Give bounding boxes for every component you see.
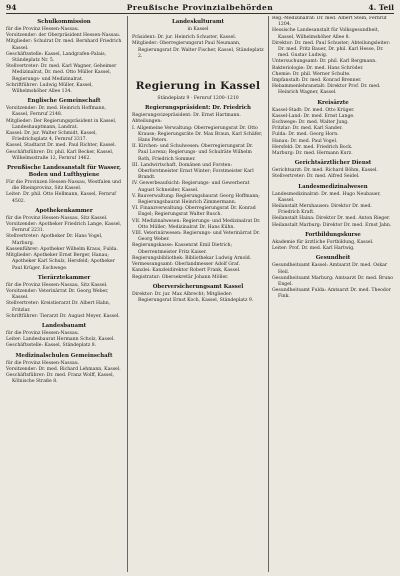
entry-block [272, 16, 394, 97]
entry-block [272, 100, 394, 158]
entry-line: Vorsitzender: Apotheker Friedrich Lange, Kassel, Fernruf 2231. [6, 222, 122, 234]
entry-line: I. Allgemeine Verwaltung: Oberregierungsrat Dr. Otto Krause; Regierungsräte Dr. Max Braun, Karl Schäfer, Hans Peters. [132, 125, 263, 144]
entry-line: Heilanstalt Merxhausen: Direktor Dr. med. Friedrich Kraft. [272, 204, 372, 216]
entry-line: Fulda: Dr. med. Georg Horn. [272, 132, 339, 138]
section-heading: Preußische Landesanstalt für Wasser, Boden und Lufthygiene [6, 165, 122, 179]
entry-line: VIII. Veterinärwesen: Regierungs- und Veterinärrat Dr. Georg Weber. [132, 231, 260, 243]
section-heading: Landeskulturamt [171, 19, 225, 25]
entry-line: Für die Provinzen Hessen-Nassau, Westfalen und die Rheinprovinz, Sitz Kassel. [6, 180, 121, 192]
running-header [6, 3, 394, 14]
section-heading: Oberversicherungsamt Kassel [152, 283, 244, 290]
entry-line: Mitglieder: Oberregierungsrat Paul Neumann, Regierungsrat Dr. Walter Fischer, Kassel, Ständeplatz 2. [132, 41, 264, 59]
entry-line: Geschäftsführer: Dr. phil. Karl Becker, Kassel, Wilhelmsstraße 12, Fernruf 1462. [6, 149, 114, 161]
entry-line: Regierungsbibliothek: Bibliothekar Ludwig Arnold. [132, 255, 252, 261]
entry-line: Impfanstalt: Dr. med. Konrad Brenner. [272, 78, 362, 84]
section-heading: Gesundheit [315, 255, 351, 262]
entry-line: Geschäftsstelle: Kassel, Ständeplatz 8. [6, 343, 97, 349]
entry-line: III. Landwirtschaft, Domänen und Forsten: Oberforstmeister Ernst Winter; Forstmeister Karl Brandt. [132, 162, 254, 181]
column-left [6, 16, 122, 572]
entry-line: Direktor: Dr. med. Paul Schuster; Abteilungsleiter: Dr. med. Fritz Bauer, Dr. phil. Karl Hesse, Dr. med. Gustav Ludwig. [272, 40, 391, 59]
entry-line: Direktor: Dr. jur. Max Albrecht; Mitglieder: Regierungsrat Ernst Koch, Kassel, Ständeplatz 9. [132, 291, 254, 303]
entry-line: Geschäftsführer: Dr. med. Franz Wolff, Kassel, Kölnische Straße 8. [6, 372, 115, 385]
entry-line: Kassenführer: Apotheker Wilhelm Kraus, Fulda. [6, 246, 118, 252]
entry-line: Untersuchungsamt: Dr. phil. Karl Bergmann. [272, 59, 377, 65]
entry-line: Vorsitzender: der Oberpräsident Hessen-Nassau. [6, 33, 121, 39]
entry-block [6, 19, 122, 95]
entry-line: Vorsitzender: Dr. med. Heinrich Hoffmann, Kassel, Fernruf 2148. [6, 106, 107, 118]
entry-line: Reg.-Medizinalrat: Dr. med. Albert Stein, Fernruf 1204. [272, 16, 387, 28]
entry-line: Eschwege: Dr. med. Walter Jung. [272, 120, 349, 126]
entry-line: Leiter: Prof. Dr. med. Karl Hartwig. [272, 246, 355, 252]
entry-block [272, 160, 394, 180]
entry-block [6, 165, 122, 205]
entry-line: Heilanstalt Marburg: Direktor Dr. med. Ernst Jahn. [272, 222, 392, 228]
entry-line: Gesundheitsamt Kassel: Amtsarzt Dr. med. Oskar Heil. [272, 263, 388, 275]
entry-line: Schriftführer: Ludwig Müller, Kassel, Wilhelmshöher Allee 134. [6, 82, 93, 95]
entry-line: II. Kirchen- und Schulwesen: Oberregierungsrat Dr. Paul Lorenz; Regierungs- und Schulräte Wilhelm Roth, Friedrich Sommer. [132, 144, 254, 162]
entry-line: Akademie für ärztliche Fortbildung, Kassel. [272, 239, 374, 245]
section-heading: Gerichtsärztlicher Dienst [294, 160, 372, 167]
section-heading: Englische Gemeinschaft [27, 98, 101, 105]
entry-line: Geschäftsstelle: Kassel, Landgrafen-Palais, Ständeplatz Nr. 5. [6, 51, 107, 64]
header-title: Preußische Provinzialbehörden [126, 3, 274, 12]
entry-line: Abteilungen: [132, 119, 162, 125]
entry-line: IV. Gewerbeaufsicht: Regierungs- und Gewerberat August Schneider, Kassel. [132, 181, 250, 193]
entry-line: für die Provinz Hessen-Nassau, Sitz Kassel. [6, 282, 108, 288]
entry-line: Kassel-Land: Dr. med. Ernst Lange. [272, 113, 355, 119]
entry-line: Hanau: Dr. med. Paul Vogel. [272, 138, 338, 144]
entry-line: Regierungsvizepräsident: Dr. Ernst Hartmann. [132, 113, 241, 119]
entry-line: Leiter: Landesbaurat Hermann Scholz, Kassel. [6, 337, 115, 343]
column-right [272, 16, 394, 572]
entry-line: Landesmedizinalrat: Dr. med. Hugo Neubauer, Kassel. [272, 191, 381, 203]
entry-line: Bakteriologie: Dr. med. Hans Schröder. [272, 65, 364, 71]
section-heading: Schulkommission [37, 19, 91, 25]
entry-line: Vermessungsamt: Oberlandmesser Adolf Graf. [132, 262, 240, 268]
entry-line: Kassel, Stadtarzt Dr. med. Paul Richter, Kassel. [6, 143, 117, 149]
entry-line: Gesundheitsamt Fulda: Amtsarzt Dr. med. Theodor Fink. [272, 288, 391, 300]
page-number: 94 [6, 3, 17, 12]
entry-line: Fritzlar: Dr. med. Karl Sander. [272, 126, 343, 132]
entry-line: VII. Medizinalwesen: Regierungs- und Medizinalrat Dr. Otto Müller; Medizinalrat Dr. Hans Kühn. [132, 218, 261, 230]
entry-block [6, 353, 122, 386]
section-heading: Apothekenkammer [35, 207, 93, 214]
column-divider [268, 16, 269, 572]
column-middle [132, 16, 264, 572]
main-heading: Regierung in Kassel [135, 80, 261, 93]
entry-block [272, 232, 394, 252]
column-divider [127, 16, 128, 572]
entry-line: Regierungskasse: Kassenrat Emil Dietrich; Oberrentmeister Fritz Kaiser. [132, 243, 233, 255]
section-heading: Regierungspräsident: Dr. Friedrich [145, 105, 251, 112]
entry-block [6, 98, 122, 162]
entry-line: Gerichtsarzt: Dr. med. Richard Böhm, Kassel. [272, 168, 378, 174]
entry-block [132, 105, 264, 125]
entry-line: Mitglieder: Der Regierungspräsident in Kassel, Landeshauptmann, Landrat. [6, 118, 117, 130]
entry-line: Hebammenlehranstalt: Direktor Prof. Dr. med. Heinrich Wagner, Kassel. [272, 84, 381, 96]
entry-block [6, 208, 122, 272]
entry-line: Chemie: Dr. phil. Werner Schulte. [272, 71, 351, 77]
entry-line: für die Provinz Hessen-Nassau. [6, 27, 80, 32]
section-heading: Landesmedizinalwesen [298, 183, 368, 190]
section-heading: Tierärztekammer [37, 274, 91, 281]
entry-block [132, 35, 264, 60]
section-heading: Landesbauamt [41, 322, 87, 329]
entry-block [132, 126, 264, 281]
entry-line: Leiter: Dr. phil. Otto Hellmann, Kassel, Fernruf 4502. [6, 192, 116, 204]
entry-line: Hersfeld: Dr. med. Friedrich Bock. [272, 144, 353, 150]
entry-block [6, 323, 122, 350]
entry-line: V. Bauverwaltung: Regierungsbaurat Georg Hoffmann; Regierungsbaurat Heinrich Zimmermann. [132, 193, 260, 206]
entry-line: Gesundheitsamt Marburg: Amtsarzt Dr. med. Bruno Engel. [272, 275, 394, 287]
entry-line: Heilanstalt Haina: Direktor Dr. med. Anton Rieger. [272, 216, 391, 222]
section-heading: Fortbildungskurse [305, 231, 361, 238]
entry-line: Kassel-Stadt: Dr. med. Otto Krüger. [272, 107, 355, 113]
entry-line: Schriftführer: Tierarzt Dr. August Meyer, Kassel. [6, 313, 120, 319]
entry-line: Stellvertreter: Dr. med. Alfred Seidel. [272, 174, 360, 180]
entry-line: VI. Finanzverwaltung: Oberregierungsrat Dr. Konrad Engel; Regierungsrat Walter Busch. [132, 206, 256, 218]
section-heading: Medizinalschulen Gemeinschaft [15, 352, 113, 359]
entry-line: Marburg: Dr. med. Hermann Kurz. [272, 151, 353, 157]
entry-line: Kanzlei: Kanzleidirektor Robert Frank, Kassel. [132, 268, 241, 274]
entry-line: für die Provinz Hessen-Nassau, Sitz Kassel. [6, 215, 108, 221]
section-heading: Kreisärzte [317, 99, 349, 106]
main-subheading: Ständeplatz 9 · Fernruf 1200–1210 [157, 96, 239, 102]
entry-line: Registratur: Obersekretär Johann Möller. [132, 274, 229, 280]
entry-line: Mitglieder: Schulrat Dr. med. Bernhard Friedrich Kassel. [6, 39, 122, 51]
entry-line: Präsident: Dr. jur. Heinrich Schuster, Kassel. [132, 35, 237, 41]
entry-line: Vorsitzender: Veterinärrat Dr. Georg Weber, Kassel. [6, 288, 109, 301]
entry-block [6, 275, 122, 320]
entry-line: Stellvertreter: Apotheker Dr. Hans Vogel, Marburg. [6, 234, 103, 246]
entry-line: Hessische Landesanstalt für Volksgesundheit, Kassel, Wilhelmshöher Allee 8. [272, 28, 380, 40]
entry-line: Stellvertreter: Dr. med. Karl Wagner, Geheimer Medizinalrat, Dr. med. Otto Müller Kassel, Regierungs- und Medizinalrat. [6, 64, 117, 82]
entry-line: Stellvertreter: Kreistierarzt Dr. Albert Hahn, Fritzlar. [6, 301, 111, 313]
entry-block [132, 284, 264, 304]
entry-line: für die Provinz Hessen-Nassau. [6, 330, 80, 336]
entry-line: Mitglieder: Apotheker Ernst Berger, Hanau; Apotheker Karl Schulz, Hersfeld; Apotheker Paul Krüger, Eschwege. [6, 253, 115, 271]
entry-line: für die Provinz Hessen-Nassau. [6, 360, 80, 366]
entry-block [272, 255, 394, 300]
entry-line: Kassel: Dr. jur. Walter Schmidt, Kassel, Friedrichsplatz 4, Fernruf 3317. [6, 131, 97, 143]
header-part: 4. Teil [368, 3, 394, 12]
section-subheading: in Kassel [187, 27, 209, 32]
entry-block [272, 184, 394, 229]
entry-line: Vorsitzender: Dr. med. Richard Lehmann, Kassel. [6, 366, 121, 372]
